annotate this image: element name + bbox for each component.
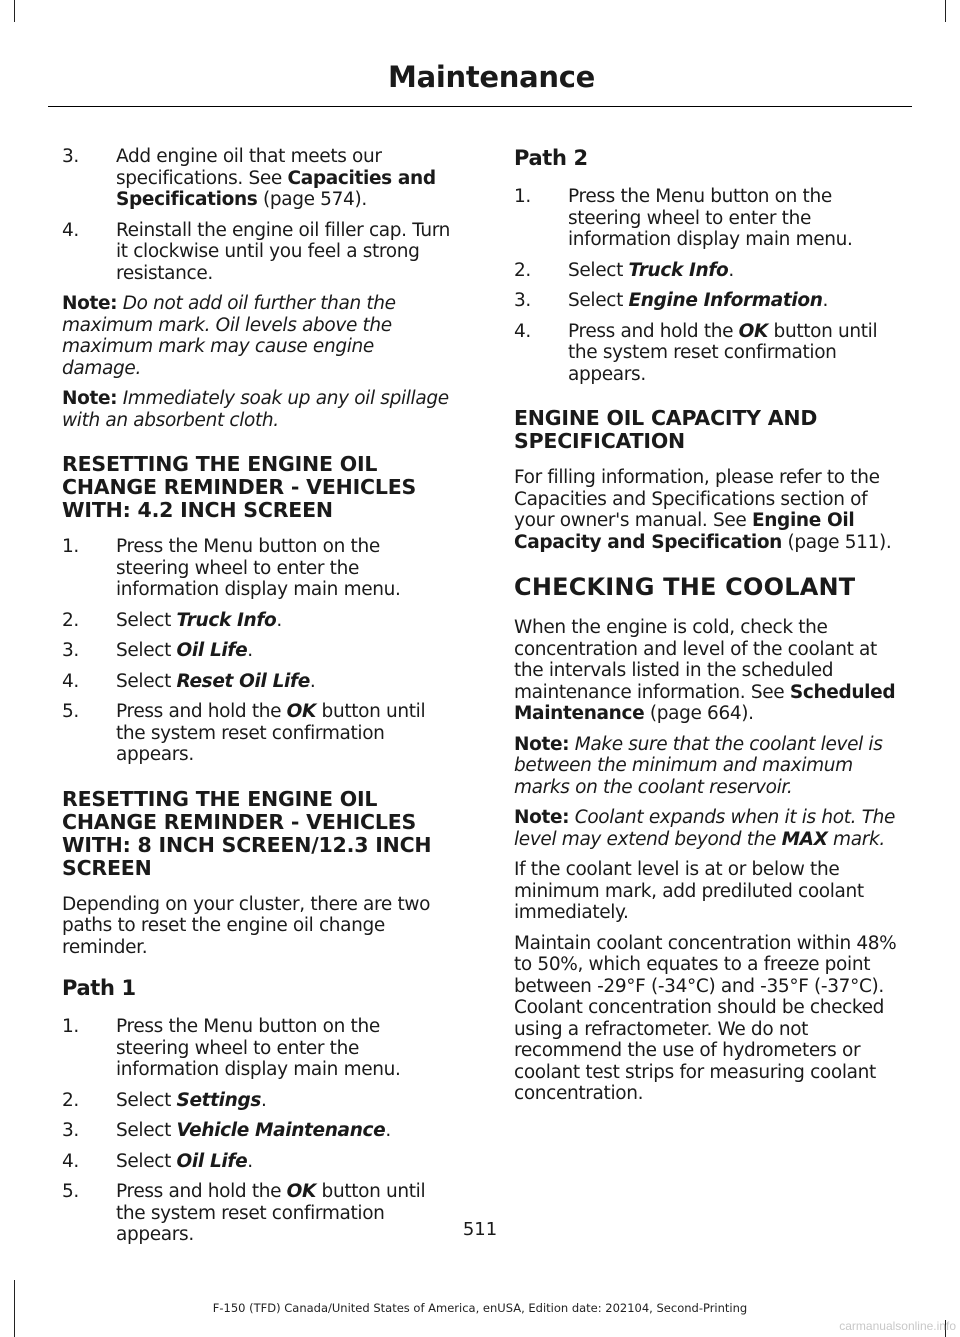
- paragraph: Maintain coolant concentration within 48% to 50%, which equates to a freeze point between -29°F (-34°C) and -35°F (-37°C). Coolant concentration should be checked using a refractometer. We do not recommend the use of hydrometers or coolant test strips for measuring coolant concentration.: [514, 932, 897, 1104]
- menu-option: Settings: [176, 1089, 262, 1111]
- menu-option: Engine Information: [628, 290, 823, 311]
- cross-reference[interactable]: Capacities and Specifications: [116, 167, 436, 210]
- right-column: [514, 146, 908, 1114]
- step-number: 4.: [62, 219, 79, 241]
- menu-option: Vehicle Maintenance: [176, 1120, 386, 1141]
- list-item: [62, 701, 456, 766]
- menu-option: Reset Oil Life: [176, 670, 310, 692]
- step-text: Reinstall the engine oil filler cap. Turn it clockwise until you feel a strong resistance.: [116, 219, 451, 284]
- step-text: Select: [116, 1120, 177, 1141]
- step-text: Press and hold the: [116, 1181, 287, 1202]
- step-text: .: [247, 640, 253, 661]
- step-number: 4.: [62, 670, 79, 692]
- step-text: .: [247, 1150, 253, 1172]
- list-item: [62, 1120, 456, 1142]
- step-text: Select: [116, 670, 177, 692]
- subsection-heading: Path 2: [514, 146, 588, 170]
- list-item: [62, 146, 456, 211]
- paragraph: [514, 617, 908, 725]
- step-text: button until the system reset confirmation appears.: [568, 320, 878, 385]
- list-item: [62, 610, 456, 632]
- step-number: 4.: [62, 1150, 79, 1172]
- list-item: [514, 186, 908, 251]
- note-label: Note:: [62, 293, 118, 314]
- step-number: 3.: [62, 1120, 79, 1141]
- step-number: 2.: [62, 1089, 79, 1111]
- menu-option: Oil Life: [176, 640, 248, 661]
- step-text: Press and hold the: [568, 320, 739, 342]
- step-text: .: [276, 609, 282, 631]
- step-number: 1.: [514, 186, 531, 207]
- crop-mark: [14, 0, 15, 22]
- step-text: button until the system reset confirmation appears.: [116, 1181, 426, 1245]
- subsection-heading: Path 1: [62, 976, 136, 1000]
- menu-option: Truck Info: [628, 259, 729, 281]
- step-number: 3.: [514, 290, 531, 311]
- step-number: 3.: [62, 640, 79, 661]
- step-text: .: [728, 259, 734, 281]
- note-label: Note:: [62, 388, 118, 409]
- menu-option: OK: [286, 1181, 317, 1202]
- list-item: [62, 1151, 456, 1173]
- list-item: [62, 1016, 456, 1081]
- page-reference: (page 574).: [257, 189, 367, 210]
- step-text: Select: [568, 290, 629, 311]
- step-text: Press the Menu button on the steering wheel to enter the information display main menu.: [116, 536, 401, 600]
- note: [62, 388, 456, 431]
- menu-option: OK: [738, 320, 769, 342]
- menu-option: OK: [286, 701, 317, 722]
- paragraph: If the coolant level is at or below the minimum mark, add prediluted coolant immediately.: [514, 859, 864, 923]
- step-text: .: [261, 1089, 267, 1111]
- list-item: [514, 290, 908, 312]
- list-item: [514, 260, 908, 282]
- note: [62, 293, 456, 379]
- paragraph: [514, 467, 908, 553]
- step-text: Add engine oil that meets our specifications. See: [116, 146, 382, 189]
- paragraph-text: For filling information, please refer to the Capacities and Specifications section of your owner's manual. See: [514, 467, 880, 531]
- paragraph: Depending on your cluster, there are two paths to reset the engine oil change reminder.: [62, 893, 431, 958]
- page-reference: (page 511).: [782, 531, 892, 553]
- step-text: Press the Menu button on the steering wheel to enter the information display main menu.: [116, 1016, 401, 1080]
- max-mark-label: MAX: [781, 828, 828, 850]
- page-number: 511: [462, 1219, 498, 1240]
- note-label: Note:: [514, 733, 570, 755]
- step-text: .: [309, 670, 316, 692]
- step-number: 3.: [62, 146, 79, 167]
- step-number: 1.: [62, 536, 79, 557]
- paragraph-text: When the engine is cold, check the concentration and level of the coolant at the intervals listed in the scheduled maintenance information. See: [514, 617, 877, 703]
- list-item: [514, 321, 908, 386]
- left-column: [62, 146, 456, 1255]
- note-text: Coolant expands when it is hot. The level may extend beyond the: [514, 807, 896, 850]
- step-text: .: [385, 1120, 391, 1141]
- step-text: Select: [568, 259, 629, 281]
- page-reference: (page 664).: [644, 703, 754, 724]
- step-text: .: [822, 290, 829, 311]
- step-number: 2.: [514, 259, 531, 281]
- footer-edition: F-150 (TFD) Canada/United States of America, enUSA, Edition date: 202104, Second-Printing: [212, 1301, 748, 1315]
- crop-mark: [945, 0, 946, 22]
- section-heading: RESETTING THE ENGINE OIL CHANGE REMINDER - VEHICLES WITH: 4.2 INCH SCREEN: [62, 452, 417, 522]
- note: [514, 807, 908, 850]
- list-item: [62, 536, 456, 601]
- step-text: Select: [116, 1089, 177, 1111]
- list-item: [62, 220, 456, 285]
- cross-reference[interactable]: Scheduled Maintenance: [514, 681, 896, 724]
- step-text: Press and hold the: [116, 701, 287, 722]
- section-heading: RESETTING THE ENGINE OIL CHANGE REMINDER - VEHICLES WITH: 8 INCH SCREEN/12.3 INCH SCREEN: [62, 786, 432, 880]
- step-text: Select: [116, 1150, 177, 1172]
- page-title: Maintenance: [388, 60, 595, 94]
- menu-option: Truck Info: [176, 609, 277, 631]
- header-divider: [48, 106, 912, 107]
- step-number: 5.: [62, 1181, 79, 1202]
- list-item: [62, 1090, 456, 1112]
- step-text: button until the system reset confirmation appears.: [116, 701, 426, 765]
- step-number: 5.: [62, 701, 79, 722]
- section-heading: ENGINE OIL CAPACITY AND SPECIFICATION: [514, 406, 818, 453]
- step-text: Press the Menu button on the steering wheel to enter the information display main menu.: [568, 186, 853, 250]
- step-text: Select: [116, 640, 177, 661]
- cross-reference[interactable]: Engine Oil Capacity and Specification: [514, 510, 855, 553]
- note-text: Make sure that the coolant level is between the minimum and maximum marks on the coolant reservoir.: [514, 733, 883, 798]
- section-heading: CHECKING THE COOLANT: [514, 573, 856, 601]
- note: [514, 734, 908, 799]
- note-label: Note:: [514, 807, 570, 828]
- watermark: carmanualsonline.info: [839, 1319, 956, 1333]
- list-item: [62, 671, 456, 693]
- step-text: Select: [116, 609, 177, 631]
- step-number: 2.: [62, 609, 79, 631]
- step-number: 1.: [62, 1016, 79, 1037]
- note-text: Immediately soak up any oil spillage with an absorbent cloth.: [62, 388, 449, 431]
- menu-option: Oil Life: [176, 1150, 248, 1172]
- note-text: mark.: [827, 828, 885, 850]
- note-text: Do not add oil further than the maximum mark. Oil levels above the maximum mark may cause engine damage.: [62, 293, 396, 379]
- list-item: [62, 640, 456, 662]
- step-number: 4.: [514, 320, 531, 342]
